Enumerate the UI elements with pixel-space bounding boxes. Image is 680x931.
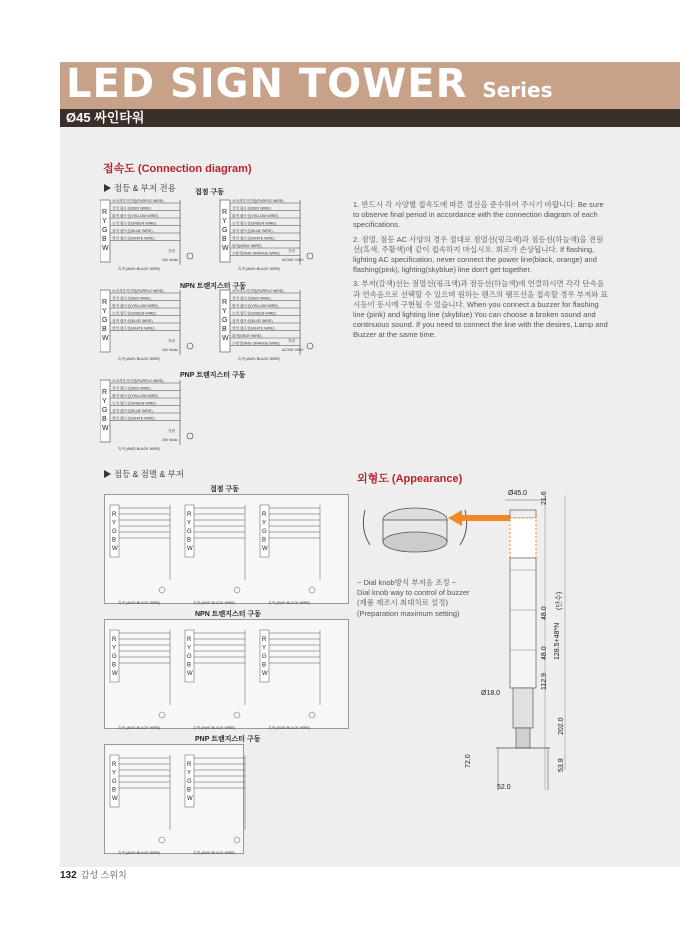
dim-unit: (단수)	[556, 591, 563, 610]
tower-letter: G	[112, 779, 117, 785]
tower-letter: R	[222, 209, 228, 216]
npn-label-1: NPN 트랜지스터 구동	[180, 283, 247, 290]
tower-letter: Y	[112, 645, 117, 652]
power-source	[187, 253, 193, 259]
tower-letter: G	[102, 317, 108, 324]
tower-letter: R	[112, 512, 117, 518]
wire-label: 황색 램프선(YELLOW WIRE)	[112, 304, 159, 309]
tower-letter: Y	[262, 645, 267, 652]
tower-letter: Y	[187, 645, 192, 652]
ground-label: 흑색 (AWG·BLACK WIRE)	[238, 267, 281, 271]
contact-label-2: 접점 구동	[210, 486, 239, 493]
dim-h128: 128.5+48*N	[554, 622, 561, 660]
wire-label: 청색 램프선(BLUE WIRE)	[232, 229, 273, 234]
power-voltage: AC100~240V	[282, 258, 304, 262]
tower-letter: G	[262, 654, 267, 660]
dim-h216: 21.6	[541, 491, 548, 505]
tower-letter: Y	[112, 770, 117, 777]
dim-w52: 52.0	[497, 784, 511, 791]
wire-label: 녹색 램프선(GREEN WIRE)	[112, 401, 156, 406]
tower-letter: R	[102, 209, 108, 216]
wire-label: 황색 램프선(YELLOW WIRE)	[232, 214, 279, 219]
wire-label: 보라색부저전원(PURPLE WIRE)	[112, 289, 164, 294]
tower-letter: W	[102, 335, 109, 342]
tower-letter: G	[222, 317, 228, 324]
power-source	[187, 433, 193, 439]
tower-letter: Y	[222, 308, 227, 315]
tower-letter: Y	[262, 520, 267, 527]
dim-h112: 112.9	[541, 673, 548, 690]
footer-brand: 감성 스위치	[80, 870, 127, 880]
tower-letter: G	[187, 779, 192, 785]
tower-letter: R	[102, 389, 108, 396]
tower-letter: B	[102, 236, 107, 243]
wire-label: 보라색부저전원(PURPLE WIRE)	[232, 289, 284, 294]
appearance-title: 외형도 (Appearance)	[357, 473, 463, 485]
power-source	[159, 587, 165, 593]
connection-title: 접속도 (Connection diagram)	[103, 163, 252, 175]
wire-label: 백색 램프선(WHITE WIRE)	[232, 326, 275, 331]
tower-letter: R	[262, 637, 267, 643]
tower-letter: Y	[187, 770, 192, 777]
wire-label: 녹색 램프선(GREEN WIRE)	[112, 221, 156, 226]
wire-label: 황색 램프선(YELLOW WIRE)	[112, 394, 159, 399]
tower-letter: B	[222, 236, 227, 243]
tower-letter: B	[112, 662, 117, 669]
tower-letter: B	[102, 416, 107, 423]
tower-letter: W	[262, 546, 268, 552]
tower-letter: B	[102, 326, 107, 333]
tower-letter: G	[187, 654, 192, 660]
wire-label: 청색 램프선(BLUE WIRE)	[112, 229, 153, 234]
tower-letter: Y	[112, 520, 117, 527]
tower-letter: B	[112, 537, 117, 544]
tower-letter: Y	[222, 218, 227, 225]
note-1: 1. 반드시 각 사양별 접속도에 따른 결선을 준수하여 주시기 바랍니다. Be sure to observe final period in accordance with the connection diagram of each specifications.	[353, 200, 604, 230]
tower-letter: G	[262, 529, 267, 535]
wire-label: 백색 램프선(WHITE WIRE)	[112, 416, 155, 421]
wire-label: 백색 램프선(WHITE WIRE)	[112, 326, 155, 331]
wire-label: 적색 램프선(RED WIRE)	[232, 296, 271, 301]
power-label: 전원	[288, 339, 295, 343]
dial-note-setting-en: (Preparation maximum setting)	[357, 608, 460, 618]
wire-label: 보라색부저전원(PURPLE WIRE)	[112, 199, 164, 204]
wire-label: 청색 램프선(BLUE WIRE)	[112, 409, 153, 414]
tower-letter: W	[187, 796, 193, 802]
wire-label: 녹색 램프선(GREEN WIRE)	[112, 311, 156, 316]
subtitle-bar: Ø45 싸인타워	[60, 109, 680, 127]
power-source	[159, 837, 165, 843]
power-voltage: 24V dc/ac	[162, 348, 178, 352]
ground-label: 흑색 (AWG·BLACK WIRE)	[118, 267, 161, 271]
tower-letter: R	[187, 512, 192, 518]
tower-letter: Y	[187, 520, 192, 527]
power-label: 전원	[168, 429, 175, 433]
wire-label: 녹색 램프선(GREEN WIRE)	[232, 221, 276, 226]
tower-letter: W	[112, 796, 118, 802]
power-voltage: AC100~240V	[282, 348, 304, 352]
ground-label: 흑색 (AWG·BLACK WIRE)	[118, 447, 161, 451]
tower-letter: Y	[102, 398, 107, 405]
dim-d45: Ø45.0	[508, 490, 528, 497]
ground-label: 흑색 (AWG·BLACK WIRE)	[118, 357, 161, 361]
connection-diagrams-group1	[100, 196, 345, 456]
power-label: 전원	[168, 249, 175, 253]
ground-label: 흑색 (AWG·BLACK WIRE)	[118, 726, 161, 730]
pnp-label-1: PNP 트랜지스터 구동	[180, 372, 246, 379]
tower-letter: W	[187, 546, 193, 552]
tower-letter: R	[112, 762, 117, 768]
tower-letter: Y	[102, 308, 107, 315]
tower-letter: B	[262, 662, 267, 669]
power-label: 전원	[288, 249, 295, 253]
wire-label: 적색 램프선(RED WIRE)	[232, 206, 271, 211]
tower-letter: G	[112, 529, 117, 535]
power-source	[234, 587, 240, 593]
power-source	[159, 712, 165, 718]
ground-label: 흑색 (AWG·BLACK WIRE)	[238, 357, 281, 361]
wire-label: 백색 램프선(WHITE WIRE)	[112, 236, 155, 241]
ground-label: 흑색 (AWG·BLACK WIRE)	[118, 851, 161, 855]
power-source	[307, 343, 313, 349]
tower-letter: W	[262, 671, 268, 677]
tower-letter: G	[102, 227, 108, 234]
power-source	[309, 587, 315, 593]
ground-label: 흑색 (AWG·BLACK WIRE)	[268, 601, 311, 605]
tower-letter: G	[102, 407, 108, 414]
dim-h53: 53.8	[558, 758, 565, 772]
tower-letter: W	[112, 546, 118, 552]
dial-note-setting-ko: (제품 제조시 최대치로 설정)	[357, 598, 448, 608]
ground-label: 흑색 (AWG·BLACK WIRE)	[193, 601, 236, 605]
wire-label: 주황색(ANG·ORANGE WIRE)	[232, 341, 280, 346]
dial-note-ko: ~ Dial knob방식 부저음 조정 ~	[357, 578, 457, 587]
wire-label: 주황색(ANG·ORANGE WIRE)	[232, 251, 280, 256]
group1-label: ▶ 점등 & 부저 전용	[103, 183, 176, 193]
contact-label-1: 접점 구동	[195, 189, 224, 196]
wire-label: 황색 램프선(YELLOW WIRE)	[112, 214, 159, 219]
ground-label: 흑색 (AWG·BLACK WIRE)	[193, 726, 236, 730]
ground-label: 흑색 (AWG·BLACK WIRE)	[118, 601, 161, 605]
wire-label: 녹색 램프선(GREEN WIRE)	[232, 311, 276, 316]
wire-label: 회색(GRAY WIRE)	[232, 244, 262, 249]
tower-letter: R	[262, 512, 267, 518]
dim-h72: 72.0	[465, 754, 472, 768]
tower-letter: W	[187, 671, 193, 677]
tower-letter: R	[187, 637, 192, 643]
dial-note	[357, 578, 507, 619]
tower-letter: G	[222, 227, 228, 234]
note-2: 2. 점멸, 점등 AC 사양의 경우 절대로 점멸선(핑크색)과 점등선(하늘색)을 전원선(흑색, 주황색)에 같이 접속하지 마십시오. 회로가 손상됩니다. If flashing, lighting AC specification, never connect the power line(black, orange) and flashing(pink), lighting(skyblue) line don't get together.	[353, 234, 604, 275]
power-source	[309, 712, 315, 718]
notes	[353, 200, 608, 345]
tower-letter: W	[222, 335, 229, 342]
ground-label: 흑색 (AWG·BLACK WIRE)	[193, 851, 236, 855]
tower-letter: R	[187, 762, 192, 768]
dial-note-en: Dial knob way to control of buzzer	[357, 588, 470, 598]
tower-letter: R	[222, 299, 228, 306]
wire-label: 보라색부저전원(PURPLE WIRE)	[112, 379, 164, 384]
wire-label: 황색 램프선(YELLOW WIRE)	[232, 304, 279, 309]
wire-label: 회색(GRAY WIRE)	[232, 334, 262, 339]
tower-letter: B	[222, 326, 227, 333]
dim-h48a: 48.0	[541, 606, 548, 620]
tower-letter: B	[112, 787, 117, 794]
wire-label: 보라색부저전원(PURPLE WIRE)	[232, 199, 284, 204]
ground-label: 흑색 (AWG·BLACK WIRE)	[268, 726, 311, 730]
power-label: 전원	[168, 339, 175, 343]
tower-letter: R	[102, 299, 108, 306]
page-title: LED SIGN TOWER Series	[66, 61, 553, 107]
power-source	[234, 712, 240, 718]
tower-letter: G	[112, 654, 117, 660]
wire-label: 청색 램프선(BLUE WIRE)	[232, 319, 273, 324]
tower-letter: R	[112, 637, 117, 643]
tower-letter: Y	[102, 218, 107, 225]
tower-letter: W	[222, 245, 229, 252]
power-source	[187, 343, 193, 349]
wire-label: 청색 램프선(BLUE WIRE)	[112, 319, 153, 324]
tower-letter: W	[102, 425, 109, 432]
wire-label: 적색 램프선(RED WIRE)	[112, 206, 151, 211]
group2-label: ▶ 점등 & 점멸 & 부저	[103, 469, 184, 479]
wire-label: 적색 램프선(RED WIRE)	[112, 386, 151, 391]
tower-letter: W	[102, 245, 109, 252]
dim-d18: Ø18.0	[481, 690, 501, 697]
footer	[60, 868, 127, 881]
tower-letter: W	[112, 671, 118, 677]
tower-letter: B	[187, 537, 192, 544]
dim-h48b: 48.0	[541, 646, 548, 660]
wire-label: 백색 램프선(WHITE WIRE)	[232, 236, 275, 241]
power-voltage: 24V dc/ac	[162, 438, 178, 442]
power-source	[307, 253, 313, 259]
wire-label: 적색 램프선(RED WIRE)	[112, 296, 151, 301]
npn-label-2: NPN 트랜지스터 구동	[195, 611, 262, 618]
note-3: 3. 부저(갈색)선는 점멸선(핑크색)과 점등선(하늘색)에 연결하시면 각각 단속음과 연속음으로 선택할 수 있으며 원하는 렌즈의 램프선을 접속할 경우 부저와 표시등이 동시에 구현될 수 있습니다. When you connect a buzzer for flashing line (pink) and lighting line (skyblue) You can choose a broken sound and continuous sound. If you need to connect the line with the desires, Lamp and Buzzer at the same time.	[353, 279, 608, 340]
power-source	[234, 837, 240, 843]
tower-letter: B	[262, 537, 267, 544]
appearance-drawing	[360, 490, 630, 810]
page-number: 132	[60, 870, 77, 881]
dim-h202: 202.0	[558, 717, 565, 735]
tower-letter: B	[187, 787, 192, 794]
tower-letter: B	[187, 662, 192, 669]
pnp-label-2: PNP 트랜지스터 구동	[195, 736, 261, 743]
tower-letter: G	[187, 529, 192, 535]
power-voltage: 24V dc/ac	[162, 258, 178, 262]
connection-diagrams-group2	[100, 490, 355, 860]
